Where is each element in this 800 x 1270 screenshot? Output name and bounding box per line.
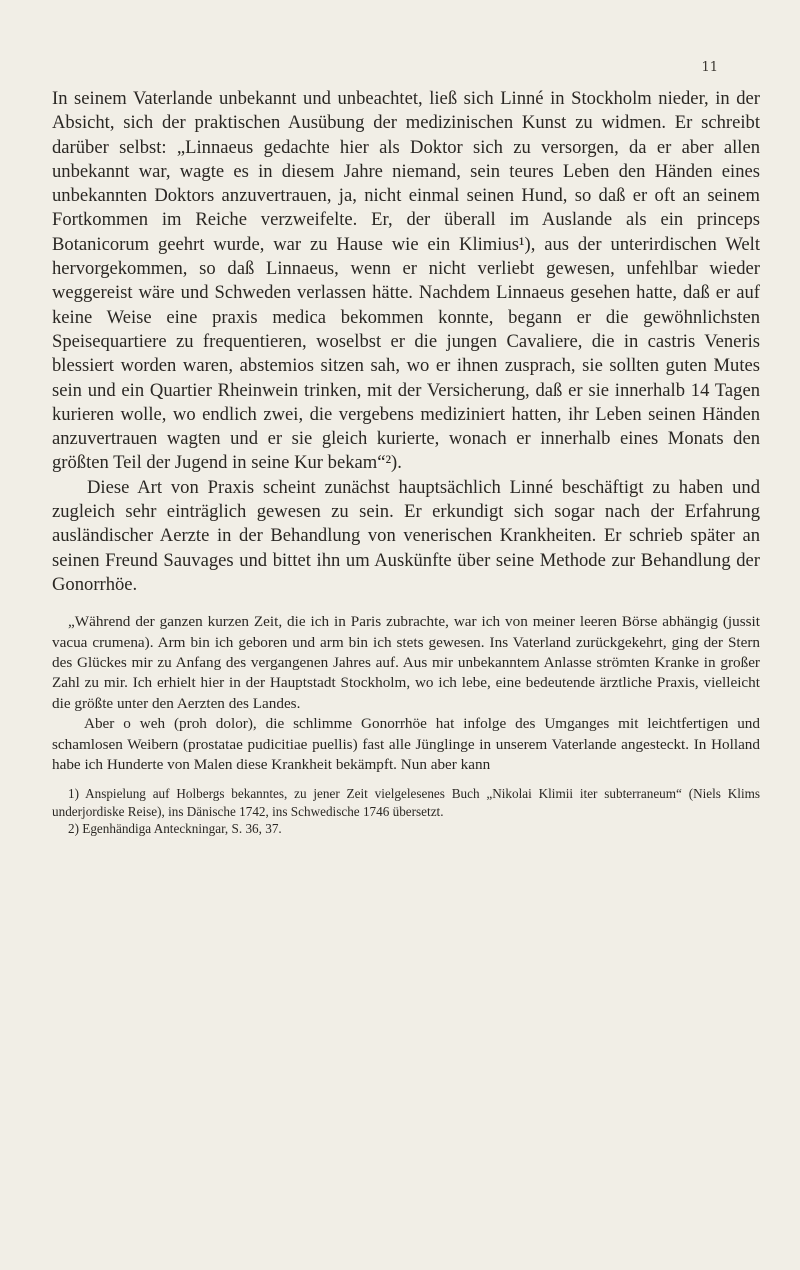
- paragraph-1: In seinem Vaterlande unbekannt und unbeachtet, ließ sich Linné in Stockholm nieder, in der Absicht, sich der praktischen Ausübung der medizinischen Kunst zu widmen. Er schreibt darüber selbst: „Linnaeus gedachte hier als Doktor sich zu versorgen, da er aber allen unbekannt war, wagte es in diesem Jahre niemand, sein teures Leben den Händen eines unbekannten Doktors anzuvertrauen, ja, nicht einmal seinen Hund, so daß er oft an seinem Fortkommen im Reiche verzweifelte. Er, der überall im Auslande als ein princeps Botanicorum geehrt wurde, war zu Hause wie ein Klimius¹), aus der unterirdischen Welt hervorgekommen, so daß Linnaeus, wenn er nicht verliebt gewesen, unfehlbar wieder weggereist wäre und Schweden verlassen hätte. Nachdem Linnaeus gesehen hatte, daß er auf keine Weise eine praxis medica bekommen konnte, begann er die gewöhnlichsten Speisequartiere zu frequentieren, woselbst er die jungen Cavaliere, die in castris Veneris blessiert worden waren, abstemios sitzen sah, wo er ihnen zusprach, sie sollten guten Mutes sein und ein Quartier Rheinwein trinken, mit der Versicherung, daß er sie innerhalb 14 Tagen kurieren wolle, wo endlich zwei, die vergebens mediziniert hatten, ihr Leben seinen Händen anzuvertrauen wagten und er sie gleich kurierte, wonach er innerhalb eines Monats den größten Teil der Jugend in seine Kur bekam“²).: [52, 88, 760, 474]
- quote-paragraph-2: Aber o weh (proh dolor), die schlimme Gonorrhöe hat infolge des Umganges mit leichtfertigen und schamlosen Weibern (prostatae pudicitiae puellis) fast alle Jünglinge in unserem Vaterlande angesteckt. In Holland habe ich Hunderte von Malen diese Krankheit bekämpft. Nun aber kann: [52, 715, 760, 774]
- quote-paragraph-1: „Während der ganzen kurzen Zeit, die ich in Paris zubrachte, war ich von meiner leeren Börse abhängig (jussit vacua crumena). Arm bin ich geboren und arm bin ich stets gewesen. Ins Vaterland zurückgekehrt, ging der Stern des Glückes mir zu Anfang des vergangenen Jahres auf. Aus mir unbekanntem Anlasse strömten Kranke in großer Zahl zu mir. Ich erhielt hier in der Hauptstadt Stockholm, wo ich lebe, eine bedeutende ärztliche Praxis, vielleicht die größte unter den Aerzten des Landes.: [52, 613, 760, 712]
- page-number: 11: [701, 60, 718, 75]
- paragraph-2: Diese Art von Praxis scheint zunächst hauptsächlich Linné beschäftigt zu haben und zugleich sehr einträglich gewesen zu sein. Er erkundigt sich sogar nach der Erfahrung ausländischer Aerzte in der Behandlung von venerischen Krankheiten. Er schrieb später an seinen Freund Sauvages und bittet ihn um Auskünfte über seine Methode zur Behandlung der Gonorrhöe.: [52, 476, 760, 595]
- body-text: [52, 87, 760, 838]
- footnotes: [52, 785, 760, 838]
- footnote-2: 2) Egenhändiga Anteckningar, S. 36, 37.: [68, 821, 282, 837]
- footnote-1: 1) Anspielung auf Holbergs bekanntes, zu jener Zeit vielgelesenes Buch „Nikolai Klimii iter subterraneum“ (Niels Klims underjordiske Reise), ins Dänische 1742, ins Schwedische 1746 übersetzt.: [52, 786, 760, 819]
